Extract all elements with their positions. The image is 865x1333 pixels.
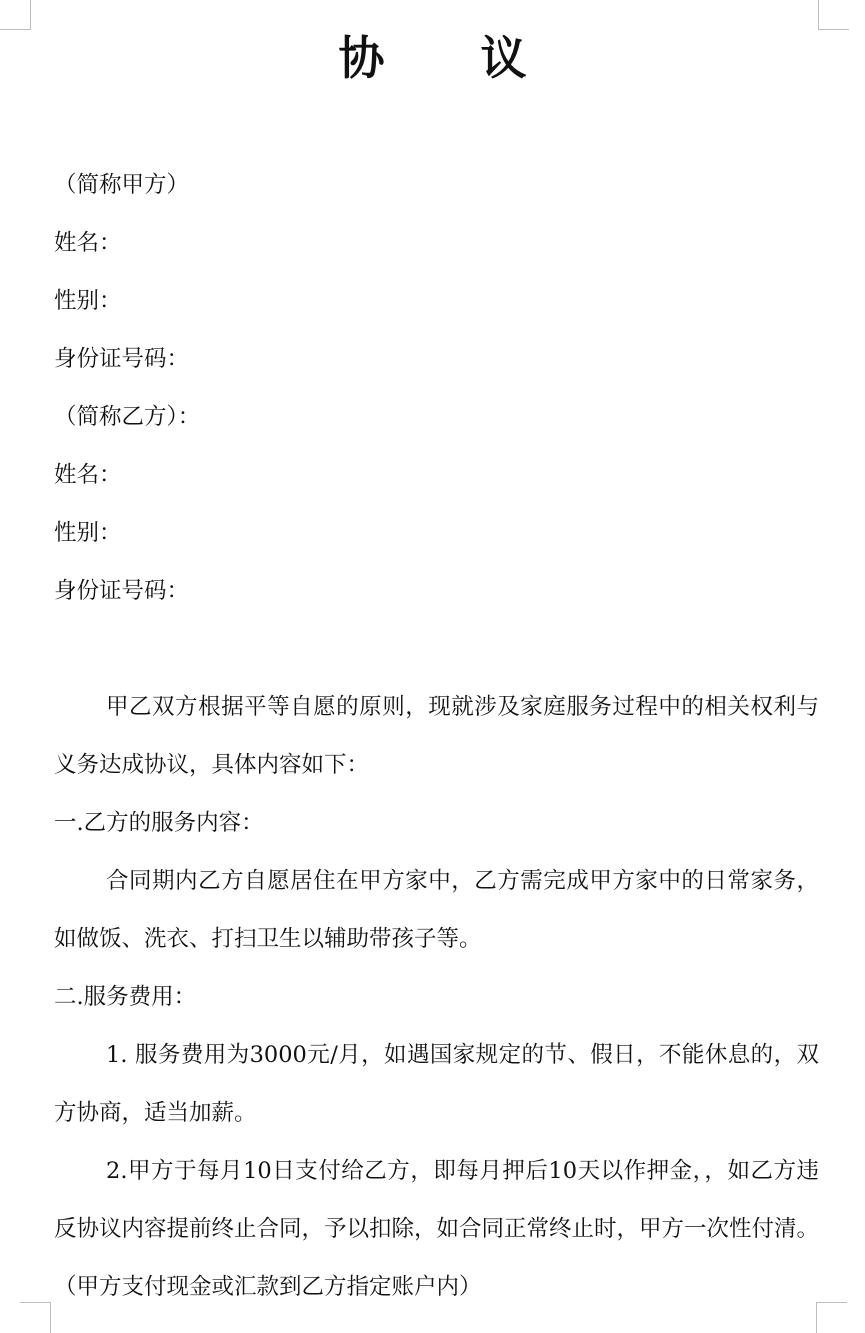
document-body — [54, 156, 819, 1316]
section-2-item-1: 1. 服务费用为3000元/月，如遇国家规定的节、假日，不能休息的，双方协商，适当加薪。 — [54, 1042, 819, 1126]
party-b-label: （简称乙方）： — [54, 404, 201, 430]
section-2-heading: 二.服务费用： — [54, 984, 197, 1010]
title-char-1: 协 — [338, 31, 385, 85]
title-char-2: 议 — [480, 31, 527, 85]
page-corner-mark-bottom-left — [20, 1302, 51, 1333]
party-a-id-label: 身份证号码： — [54, 346, 190, 372]
document-title — [0, 22, 865, 88]
intro-paragraph: 甲乙双方根据平等自愿的原则，现就涉及家庭服务过程中的相关权利与义务达成协议，具体内容如下： — [54, 694, 819, 778]
blank-line — [54, 620, 819, 678]
party-b-id-label: 身份证号码： — [54, 578, 190, 604]
section-1-body: 合同期内乙方自愿居住在甲方家中，乙方需完成甲方家中的日常家务，如做饭、洗衣、打扫卫生以辅助带孩子等。 — [54, 868, 819, 952]
section-1-heading: 一.乙方的服务内容： — [54, 810, 264, 836]
party-b-gender-label: 性别： — [54, 520, 122, 546]
party-a-gender-label: 性别： — [54, 288, 122, 314]
party-a-label: （简称甲方） — [54, 172, 190, 198]
page-corner-mark-bottom-right — [816, 1302, 847, 1333]
party-a-name-label: 姓名： — [54, 230, 122, 256]
section-2-item-2: 2.甲方于每月10日支付给乙方，即每月押后10天以作押金，，如乙方违反协议内容提前终止合同，予以扣除，如合同正常终止时，甲方一次性付清。（甲方支付现金或汇款到乙方指定账户内） — [54, 1158, 820, 1300]
party-b-name-label: 姓名： — [54, 462, 122, 488]
